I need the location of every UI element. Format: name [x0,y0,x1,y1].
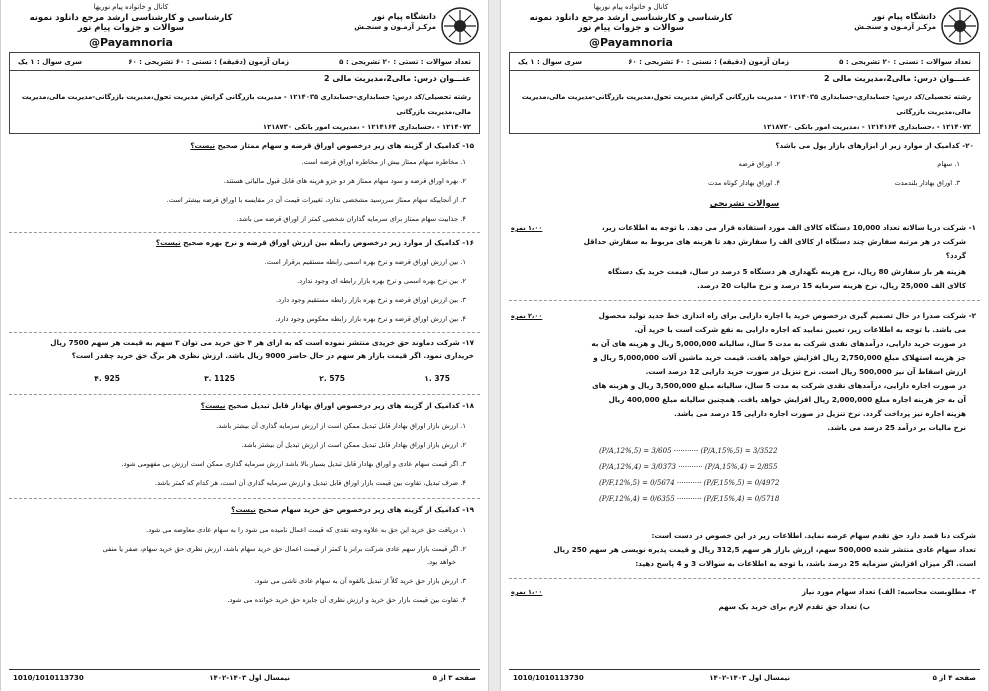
term: نیمسال اول ۱۴۰۳-۱۴۰۲ [209,674,290,682]
essay-question-1-line: گردد؟ [945,251,966,260]
factor-formula: (P/A,12%,4) = 3/0373 ··········· (P/A,15%,4) = 2/855 [599,463,778,471]
question-15: ۱۵- کدامیک از گزینه های زیر درخصوص اوراق قرضه و سهام ممتاز صحیح نیست؟ [190,141,474,150]
essay-question-2-line: نرخ مالیات بر درآمد 25 درصد می باشد. [827,423,966,432]
option: ۱. ارزش بازار اوراق بهادار قابل تبدیل ممکن است از ارزش سرمایه گذاری آن بیشتر باشد. [216,422,466,430]
essay-context: شرکت دنا قصد دارد حق تقدم سهام عرضه نماید. اطلاعات زیر در این خصوص در دست است: [651,531,976,540]
page-header [501,0,988,52]
score-label: ۱،۰۰ نمره [511,224,543,232]
course-title: عنـــوان درس: مالی2،مدیریت مالی 2 [824,74,971,83]
university-name: دانشگاه پیام نور مرکـز آزمـون و سنجـش [354,12,436,31]
course-title: عنـــوان درس: مالی2،مدیریت مالی 2 [324,74,471,83]
field-code: رشته تحصیلی/کد درس: حسابداری-حسابداری ۱۲۱۴۰۳۵ - مدیریت بازرگانی گرایش مدیریت تحول،مدیریت بازرگانی-مدیریت مالی،مدیریت مالی،مدیریت بازرگانی ۱۲۱۴۰۷۲ - ،حسابداری ۱۲۱۴۱۶۴ - ،مدیریت امور بانکی ۱۲۱۸۷۳۰ [21,93,471,131]
question-18: ۱۸- کدامیک از گزینه های زیر درخصوص اوراق بهادار قابل تبدیل صحیح نیست؟ [200,401,474,410]
option: ۴. جذابیت سهام ممتاز برای سرمایه گذاران شخصی کمتر از اوراق قرضه می باشد. [236,215,466,223]
option: ۲. اگر قیمت بازار سهم عادی شرکت برابر یا کمتر از قیمت اعمال حق خرید سهام باشد، ارزش نظری حق خرید سهام، صفر یا منفی [102,545,466,553]
essay-context-line: تعداد سهام عادی منتشر شده 500,000 سهم، ارزش بازار هر سهم 312,5 ریال و قیمت پذیره نویسی هر سهم 250 ریال [553,545,976,554]
channel-banner: کانال و خانواده پیام نوریها کارشناسی و کارشناسی ارشد مرجع دانلود نمونه سوالات و جزوات پیام نور @Payamnoria [21,3,241,49]
essay-question-2-line: در صورت خرید دارایی، درآمدهای نقدی شرکت به مدت 5 سال، سالیانه 5,000,000 ریال و هزینه های آن به [591,339,966,348]
divider [9,394,480,395]
option: خواهد بود. [426,558,456,566]
divider [9,232,480,233]
page-number: صفحه ۴ از ۵ [932,674,976,682]
essay-question-2-line: در صورت اجاره دارایی، درآمدهای نقدی شرکت به مدت 5 سال، سالیانه مبلغ 3,500,000 ریال و هزینه های [592,381,966,390]
channel-handle: @Payamnoria [589,36,673,49]
channel-banner: کانال و خانواده پیام نوریها کارشناسی و کارشناسی ارشد مرجع دانلود نمونه سوالات و جزوات پیام نور @Payamnoria [521,3,741,49]
option: ۴. اوراق بهادار کوتاه مدت [707,179,780,187]
exam-code: 1010/1010113730 [513,674,584,682]
question-19: ۱۹- کدامیک از گزینه های زیر درخصوص حق خرید سهام صحیح نیست؟ [231,505,474,514]
option: ۲. ارزش بازار اوراق بهادار قابل تبدیل ممکن است از ارزش تبدیل آن بیشتر باشد. [241,441,466,449]
field-code: رشته تحصیلی/کد درس: حسابداری-حسابداری ۱۲۱۴۰۳۵ - مدیریت بازرگانی گرایش مدیریت تحول،مدیریت بازرگانی-مدیریت مالی،مدیریت مالی،مدیریت بازرگانی ۱۲۱۴۰۷۲ - ،حسابداری ۱۲۱۴۱۶۴ - ،مدیریت امور بانکی ۱۲۱۸۷۳۰ [521,93,971,131]
channel-handle: @Payamnoria [89,36,173,49]
essay-question-3: ۳- مطلوبست محاسبه: الف) تعداد سهام مورد نیاز [801,587,976,596]
essay-question-2-line: هزینه اجاره نیز پرداخت گردد. نرخ تنزیل در صورت اجاره دارایی 15 درصد می باشد. [674,409,966,418]
essay-question-2-line: می باشد. با توجه به اطلاعات زیر، تعیین نمایید که اجاره دارایی به نفع شرکت است یا خرید آن. [634,325,966,334]
questions-body [509,140,980,667]
option: ۳. ارزش بازار حق خرید کلاً از تبدیل بالقوه آن به سهام عادی ناشی می شود. [254,577,466,585]
score-label: ۱،۰۰ نمره [511,588,543,596]
factor-formula: (P/F,12%,5) = 0/5674 ··········· (P/F,15%,5) = 0/4972 [599,479,780,487]
option: 575 .۲ [319,374,345,383]
exam-code: 1010/1010113730 [13,674,84,682]
page-footer [9,669,480,685]
essay-question-2-line: جز هزینه استهلاک مبلغ 2,750,000 ریال افزایش خواهد یافت. قیمت خرید ماشین آلات 5,000,000 ریال و [593,353,966,362]
score-label: ۲،۰۰ نمره [511,312,543,320]
exam-page-3 [0,0,489,691]
essay-question-1-line: شرکت در هر مرتبه سفارش چند دستگاه از کالای الف را سفارش دهد تا هزینه های مربوط به سفارش حداقل [583,237,966,246]
term: نیمسال اول ۱۴۰۳-۱۴۰۲ [709,674,790,682]
option: ۳. بین ارزش اوراق قرضه و نرخ بهره بازار رابطه مستقیم وجود دارد. [275,296,466,304]
option: ۲. بهره اوراق قرضه و سود سهام ممتاز هر دو جزو هزینه های قابل قبول مالیاتی هستند. [223,177,466,185]
essay-question-3-part-b: ب) تعداد حق تقدم لازم برای خرید یک سهم [718,602,870,611]
divider [509,300,980,301]
option: ۱. مخاطره سهام ممتاز بیش از مخاطره اوراق قرضه است. [301,158,466,166]
essay-question-1-line: هزینه هر بار سفارش 80 ریال، نرخ هزینه نگهداری هر دستگاه 5 درصد در سال، قیمت خرید یک دستگاه [608,267,966,276]
page-header [1,0,488,52]
question-20: ۲۰- کدامیک از موارد زیر از ابزارهای بازار پول می باشد؟ [775,141,974,150]
option: 375 .۱ [424,374,450,383]
option: 1125 .۳ [204,374,235,383]
university-logo-icon [940,6,980,46]
question-17-cont: خریداری نمود. اگر قیمت بازار هر سهم در حال حاضر 9000 ریال باشد. ارزش نظری هر برگ حق خرید چقدر است؟ [71,351,474,360]
exam-meta: تعداد سوالات : تستی : ۲۰ تشریحی : ۵ زمان آزمون (دقیقه) : تستی : ۶۰ تشریحی : ۶۰ سری سوال : ۱ یک عنـــوان درس: مالی2،مدیریت مالی 2 رشته تحصیلی/کد درس: حسابداری-حسابداری ۱۲۱۴۰۳۵ - مدیریت بازرگانی گرایش مدیریت تحول،مدیریت بازرگانی-مدیریت مالی،مدیریت مالی،مدیریت بازرگانی ۱۲۱۴۰۷۲ - ،حسابداری ۱۲۱۴۱۶۴ - ،مدیریت امور بانکی ۱۲۱۸۷۳۰ [9,52,480,134]
essay-question-2-line: ارزش اسقاط آن نیز 500,000 ریال است. نرخ تنزیل در صورت خرید دارایی 12 درصد است. [645,367,966,376]
essay-question-1: ۱- شرکت دریا سالانه تعداد 10,000 دستگاه کالای الف مورد استفاده قرار می دهد. با توجه به اطلاعات زیر، [601,223,976,232]
questions-body [9,140,480,667]
university-logo-icon [440,6,480,46]
option: ۲. اوراق قرضه [738,160,780,168]
question-17: ۱۷- شرکت دماوند حق خریدی منتشر نموده است که به ازای هر ۴ حق خرید می توان ۳ سهم به قیمت هر سهم 7500 ریال [50,338,474,347]
option: ۱. دریافت حق خرید این حق به علاوه وجه نقدی که قیمت اعمال نامیده می شود را به سهام عادی معاوضه می شود. [146,526,466,534]
page-footer [509,669,980,685]
option: ۴. صرف تبدیل، تفاوت بین قیمت بازار اوراق قابل تبدیل و ارزش سرمایه گذاری آن است، هر کدام که کمتر باشد. [154,479,466,487]
essay-context-line: است. اگر میزان افزایش سرمایه 25 درصد باشد، با توجه به اطلاعات به سوالات 3 و 4 پاسخ دهید: [635,559,976,568]
option: ۳. اوراق بهادار بلندمدت [894,179,960,187]
factor-formula: (P/F,12%,4) = 0/6355 ··········· (P/F,15%,4) = 0/5718 [599,495,780,503]
option: ۴. بین ارزش اوراق قرضه و نرخ بهره بازار رابطه معکوس وجود دارد. [275,315,466,323]
option: ۳. اگر قیمت سهام عادی و اوراق بهادار قابل تبدیل بسیار بالا باشد ارزش سرمایه گذاری ممکن است ارزش بی مفهومی شود. [121,460,466,468]
essay-question-1-line: کالای الف 25,000 ریال، نرخ هزینه سرمایه 15 درصد و نرخ مالیات 20 درصد. [696,281,966,290]
section-title: سوالات تشریحی [709,199,780,209]
divider [9,498,480,499]
exam-page-4 [500,0,989,691]
divider [9,332,480,333]
option: ۱. بین ارزش اوراق قرضه و نرخ بهره اسمی رابطه مستقیم برقرار است. [264,258,466,266]
option: ۲. بین نرخ بهره اسمی و نرخ بهره بازار رابطه ای وجود ندارد. [296,277,466,285]
option: 925 .۴ [94,374,120,383]
page-number: صفحه ۳ از ۵ [432,674,476,682]
university-name: دانشگاه پیام نور مرکـز آزمـون و سنجـش [854,12,936,31]
factor-formula: (P/A,12%,5) = 3/605 ··········· (P/A,15%,5) = 3/3522 [599,447,778,455]
option: ۴. تفاوت بین قیمت بازار حق خرید و ارزش نظری آن جایزه حق خرید خوانده می شود. [227,596,466,604]
question-16: ۱۶- کدامیک از موارد زیر درخصوص رابطه بین ارزش اوراق قرضه و نرخ بهره صحیح نیست؟ [155,238,474,247]
essay-question-2-line: آن به جز هزینه اجاره مبلغ 2,000,000 ریال افزایش خواهد یافت. همچنین سالیانه مبلغ 400,000 ریال [608,395,966,404]
divider [509,578,980,579]
exam-meta: تعداد سوالات : تستی : ۲۰ تشریحی : ۵ زمان آزمون (دقیقه) : تستی : ۶۰ تشریحی : ۶۰ سری سوال : ۱ یک عنـــوان درس: مالی2،مدیریت مالی 2 رشته تحصیلی/کد درس: حسابداری-حسابداری ۱۲۱۴۰۳۵ - مدیریت بازرگانی گرایش مدیریت تحول،مدیریت بازرگانی-مدیریت مالی،مدیریت مالی،مدیریت بازرگانی ۱۲۱۴۰۷۲ - ،حسابداری ۱۲۱۴۱۶۴ - ،مدیریت امور بانکی ۱۲۱۸۷۳۰ [509,52,980,134]
option: ۳. از آنجاییکه سهام ممتاز سررسید مشخصی ندارد، تغییرات قیمت آن در مقایسه با اوراق قرضه بیشتر است. [166,196,466,204]
option: ۱. سهام [937,160,960,168]
essay-question-2: ۲- شرکت صدرا در حال تصمیم گیری درخصوص خرید یا اجاره دارایی برای راه اندازی خط جدید تولید محصول [598,311,976,320]
